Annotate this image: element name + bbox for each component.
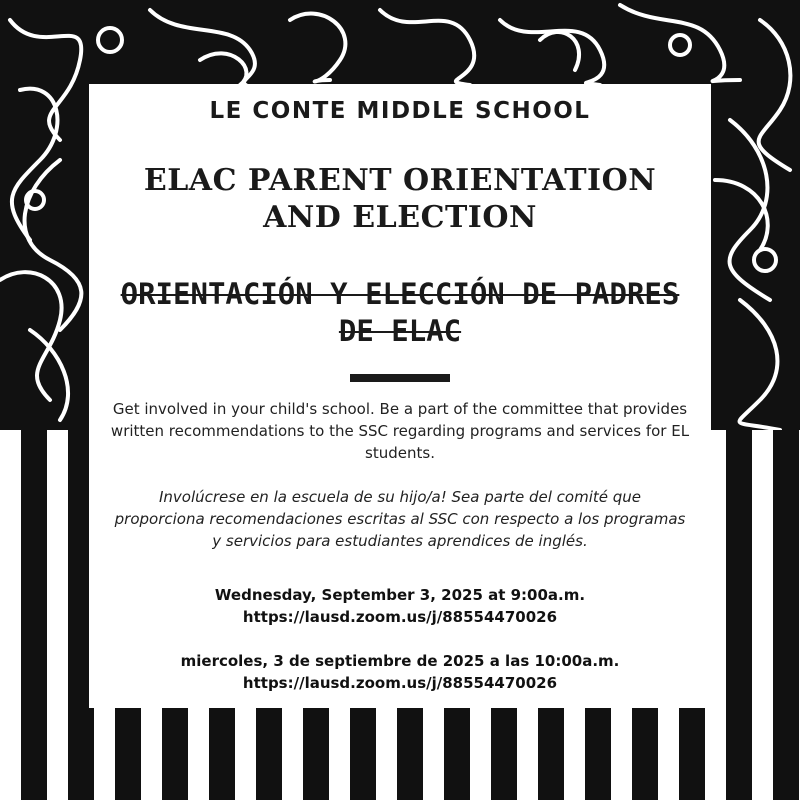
description-spanish: Involúcrese en la escuela de su hijo/a! Sea parte del comité que proporciona recomendaciones escritas al SSC con respecto a los programas y servicios para estudiantes aprendices de inglés. [114,488,686,550]
school-name: LE CONTE MIDDLE SCHOOL [209,98,591,124]
divider [350,374,450,382]
title-spanish [103,276,697,350]
title-english-line-2: AND ELECTION [263,200,537,235]
event-spanish [93,650,707,694]
title-english [113,162,687,236]
flyer-card [93,88,707,704]
event-spanish-link[interactable]: https://lausd.zoom.us/j/88554470026 [242,674,558,692]
title-english-line-1: ELAC PARENT ORIENTATION [143,163,657,198]
title-spanish-line-2: DE ELAC [338,314,462,348]
event-english [93,584,707,628]
event-spanish-datetime: miercoles, 3 de septiembre de 2025 a las 10:00a.m. [180,652,620,670]
event-english-link[interactable]: https://lausd.zoom.us/j/88554470026 [242,608,558,626]
title-spanish-line-1: ORIENTACIÓN Y ELECCIÓN DE PADRES [120,277,680,311]
description-english: Get involved in your child's school. Be a part of the committee that provides written recommendations to the SSC regarding programs and services for EL students. [110,400,690,462]
event-english-datetime: Wednesday, September 3, 2025 at 9:00a.m. [214,586,586,604]
